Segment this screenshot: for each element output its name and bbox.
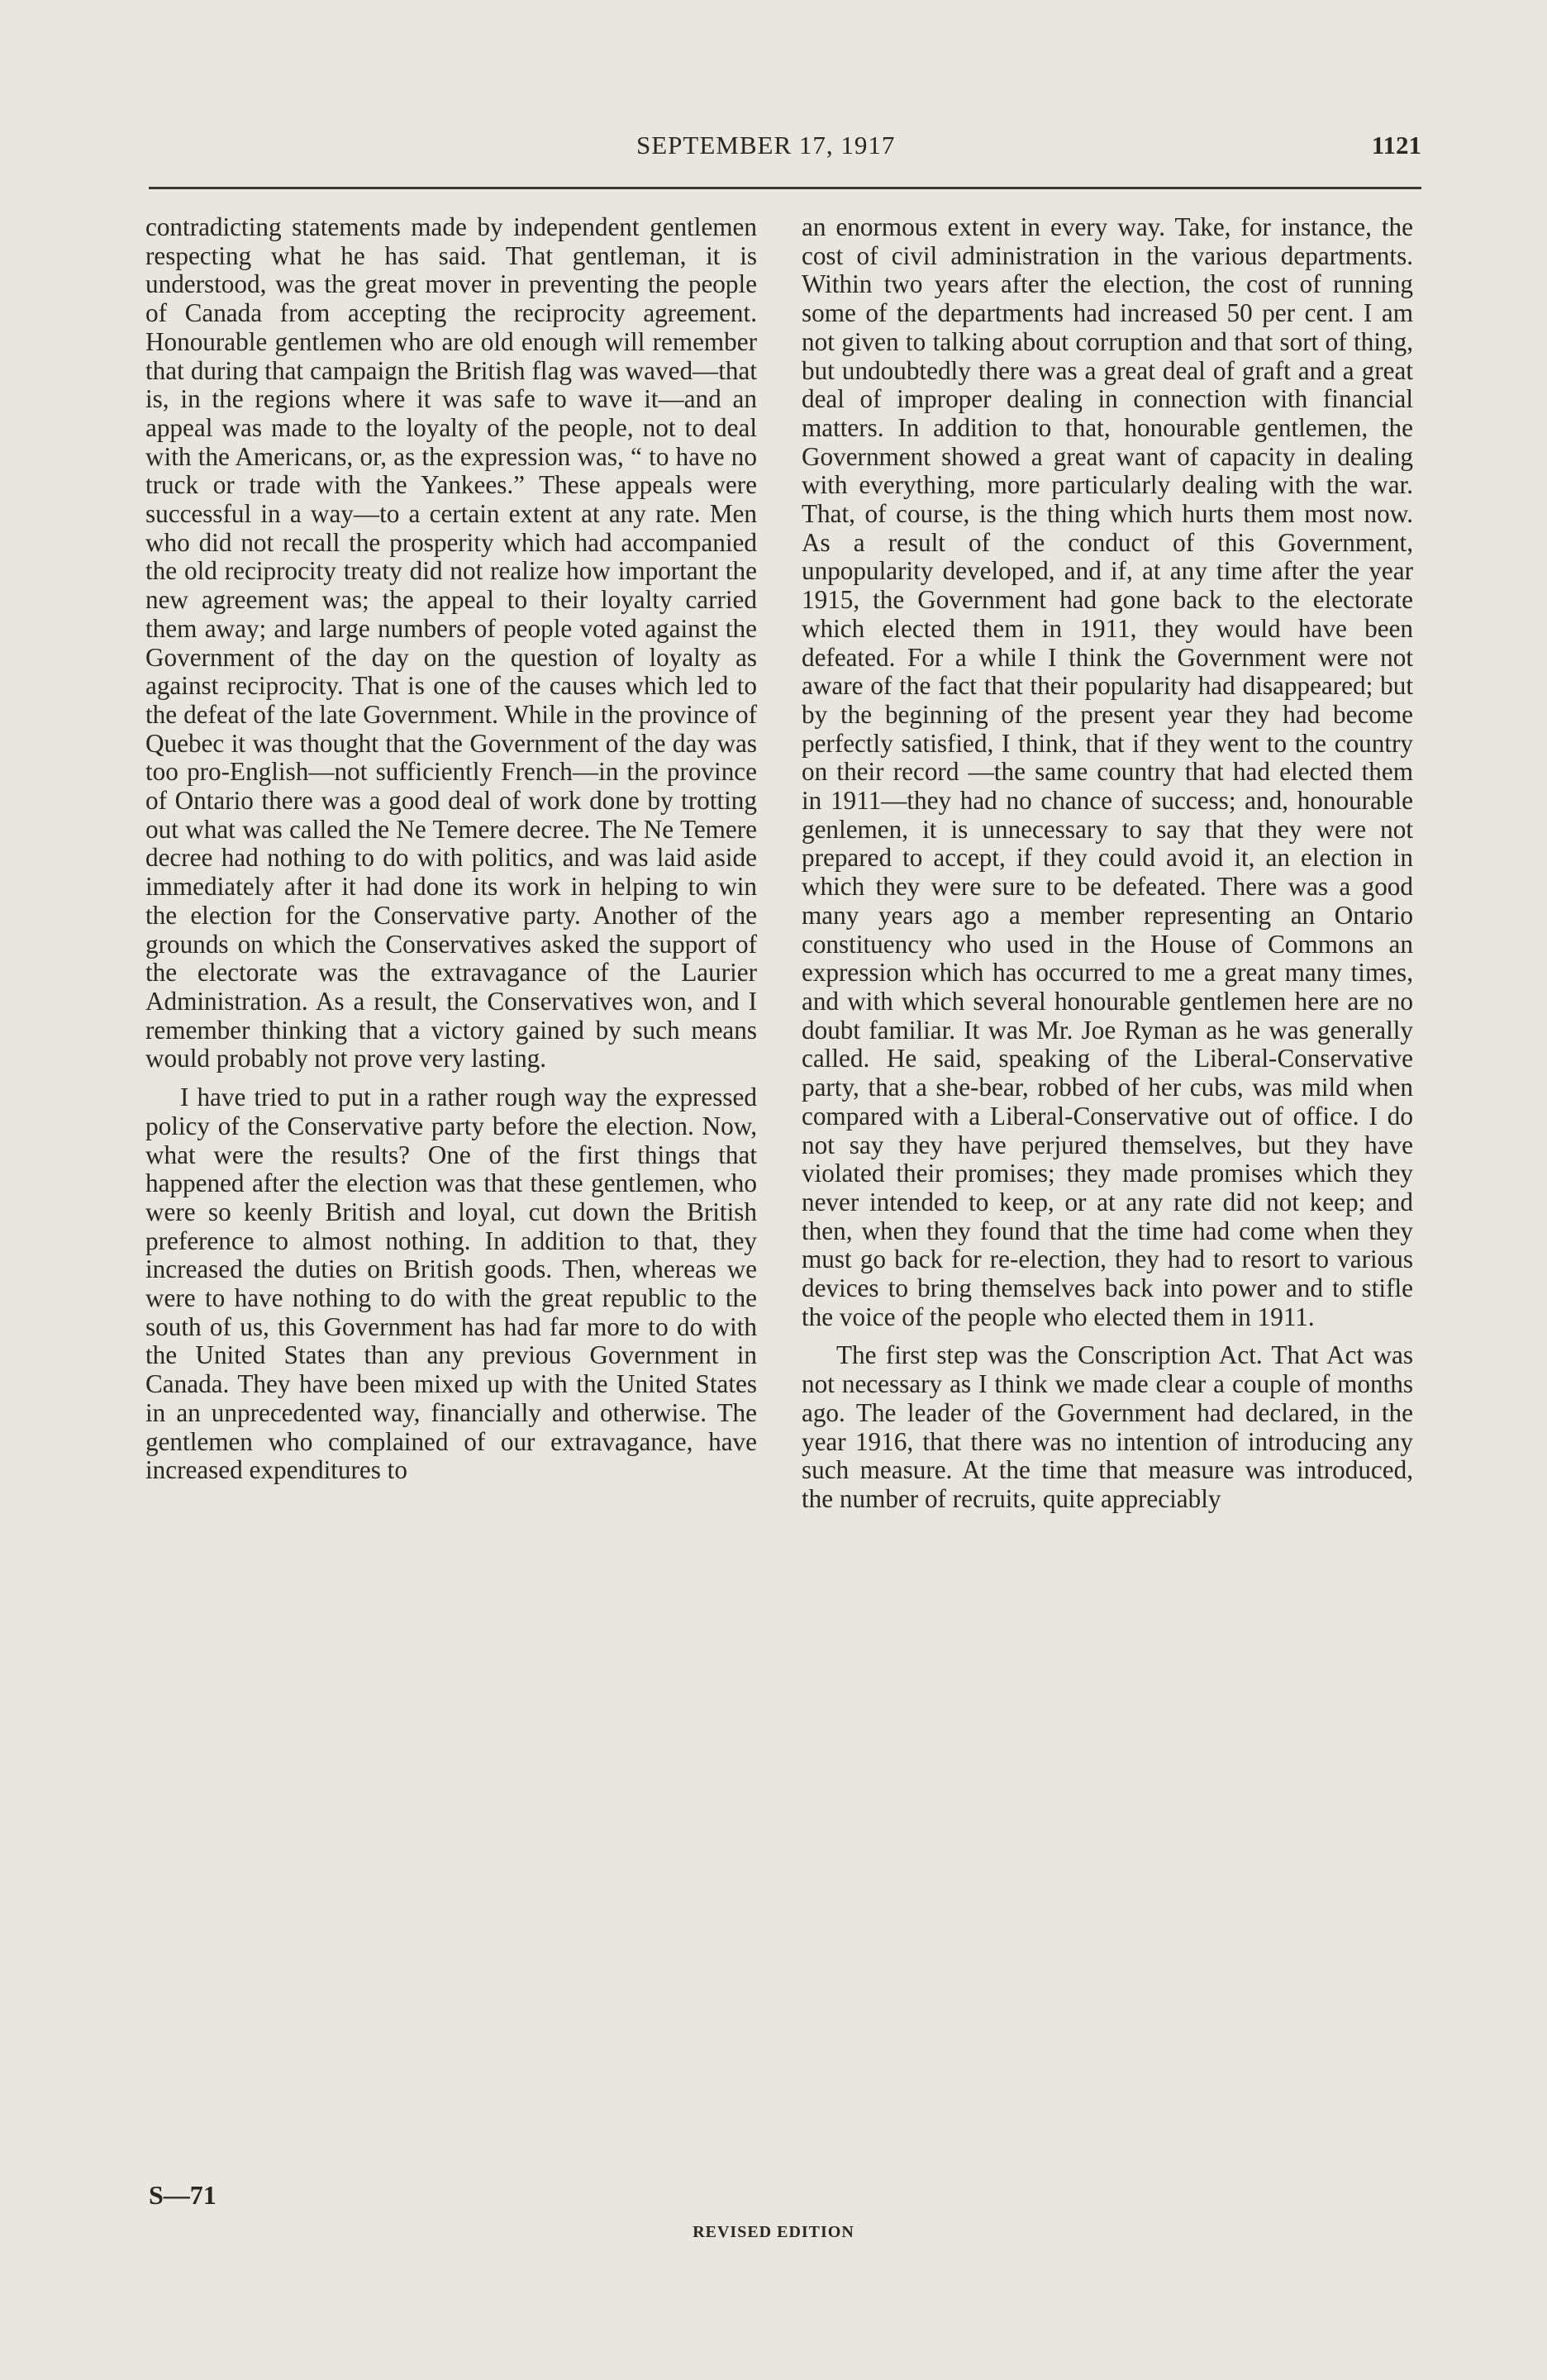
right-paragraph-2: The first step was the Conscription Act. That Act was not necessary as I think we made clear a couple of months ago. The leader of the Government had declared, in the year 1916, that there was no intention of introducing any such measure. At the time that measure was introduced, the number of recruits, quite appreciably	[802, 1340, 1413, 1513]
page-number: 1121	[1371, 131, 1421, 159]
header-rule	[149, 187, 1421, 189]
edition-label: REVISED EDITION	[693, 2223, 854, 2241]
header-date: SEPTEMBER 17, 1917	[636, 131, 896, 159]
signature-mark: S—71	[149, 2180, 217, 2210]
left-column	[145, 213, 757, 1485]
page-header	[149, 131, 1421, 172]
right-paragraph-1: an enormous extent in every way. Take, for instance, the cost of civil administration in the various departments. Within two years after the election, the cost of running some of the departments had increased 50 per cent. I am not given to talking about corruption and that sort of thing, but undoubtedly there was a great deal of graft and a great deal of improper dealing in connection with financial matters. In addition to that, honourable gentlemen, the Government showed a great want of capacity in dealing with everything, more particularly dealing with the war. That, of course, is the thing which hurts them most now. As a result of the conduct of this Government, unpopularity developed, and if, at any time after the year 1915, the Government had gone back to the electorate which elected them in 1911, they would have been defeated. For a while I think the Government were not aware of the fact that their popularity had disappeared; but by the beginning of the present year they had become perfectly satisfied, I think, that if they went to the country on their record —the same country that had elected them in 1911—they had no chance of success; and, honourable genlemen, it is unnecessary to say that they were not prepared to accept, if they could avoid it, an election in which they were sure to be defeated. There was a good many years ago a member representing an Ontario constituency who used in the House of Commons an expression which has occurred to me a great many times, and with which several honourable gentlemen here are no doubt familiar. It was Mr. Joe Ryman as he was generally called. He said, speaking of the Liberal-Conservative party, that a she-bear, robbed of her cubs, was mild when compared with a Liberal-Conservative out of office. I do not say they have perjured themselves, but they have violated their promises; they made promises which they never intended to keep, or at any rate did not keep; and then, when they found that the time had come when they must go back for re-election, they had to resort to various devices to bring themselves back into power and to stifle the voice of the people who elected them in 1911.	[802, 212, 1413, 1331]
right-column	[802, 213, 1413, 1514]
left-paragraph-1: contradicting statements made by independent gentlemen respecting what he has said. That gentleman, it is understood, was the great mover in preventing the people of Canada from accepting the reciprocity agreement. Honourable gentlemen who are old enough will remember that during that campaign the British flag was waved—that is, in the regions where it was safe to wave it—and an appeal was made to the loyalty of the people, not to deal with the Americans, or, as the expression was, “ to have no truck or trade with the Yankees.” These appeals were successful in a way—to a certain extent at any rate. Men who did not recall the prosperity which had accompanied the old reciprocity treaty did not realize how important the new agreement was; the appeal to their loyalty carried them away; and large numbers of people voted against the Government of the day on the question of loyalty as against reciprocity. That is one of the causes which led to the defeat of the late Government. While in the province of Quebec it was thought that the Government of the day was too pro-English—not sufficiently French—in the province of Ontario there was a good deal of work done by trotting out what was called the Ne Temere decree. The Ne Temere decree had nothing to do with politics, and was laid aside immediately after it had done its work in helping to win the election for the Conservative party. Another of the grounds on which the Conservatives asked the support of the electorate was the extravagance of the Laurier Administration. As a result, the Conservatives won, and I remember thinking that a victory gained by such means would probably not prove very lasting.	[145, 212, 757, 1073]
left-paragraph-2: I have tried to put in a rather rough way the expressed policy of the Conservative party before the election. Now, what were the results? One of the first things that happened after the election was that these gentlemen, who were so keenly British and loyal, cut down the British preference to almost nothing. In addition to that, they increased the duties on British goods. Then, whereas we were to have nothing to do with the great republic to the south of us, this Government has had far more to do with the United States than any previous Government in Canada. They have been mixed up with the United States in an unprecedented way, financially and otherwise. The gentlemen who complained of our extravagance, have increased expenditures to	[145, 1083, 757, 1485]
